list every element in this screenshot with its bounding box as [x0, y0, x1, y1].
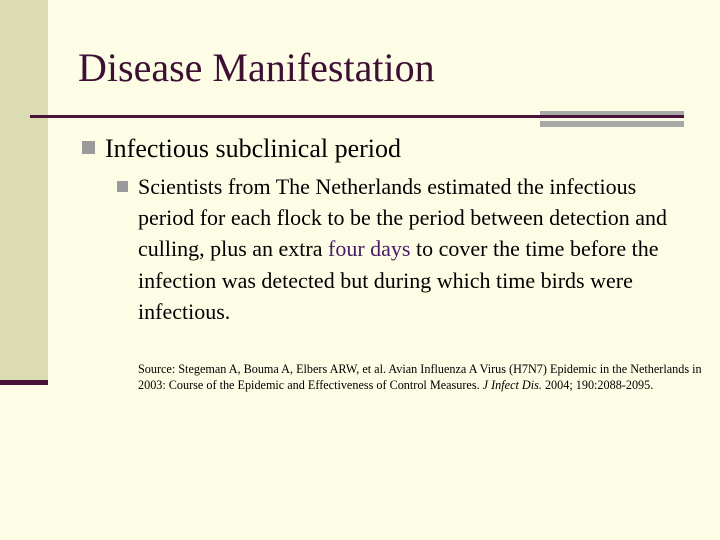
bullet-text-highlight: four days — [328, 236, 411, 262]
bullet-text-before: Scientists from The Netherlands estimated the infectious period for each flock to be the period between detection and culling, plus an extra — [138, 174, 667, 262]
source-journal: J Infect Dis. — [482, 378, 542, 392]
square-bullet-small-icon — [117, 181, 128, 192]
bullet-level-2 — [138, 171, 668, 327]
left-decorative-band — [0, 0, 48, 382]
square-bullet-icon — [82, 141, 95, 154]
title-rule-grey-bottom — [540, 121, 684, 127]
bullet-text-after: to cover the time before the infection was detected but during which time birds were infectious. — [138, 236, 659, 324]
source-prefix: Source: Stegeman A, Bouma A, Elbers ARW, et al. Avian Influenza A Virus (H7N7) Epidemic in the Netherlands in 2003: Course of the Epidemic and Effectiveness of Control Measures. — [138, 362, 702, 392]
source-citation — [138, 361, 708, 393]
bullet-level-1 — [82, 134, 401, 164]
left-accent-bar — [0, 380, 48, 385]
source-suffix: 2004; 190:2088-2095. — [541, 378, 654, 392]
slide-title: Disease Manifestation — [78, 45, 435, 90]
bullet-level-1-text: Infectious subclinical period — [105, 134, 402, 163]
title-rule — [30, 115, 684, 118]
